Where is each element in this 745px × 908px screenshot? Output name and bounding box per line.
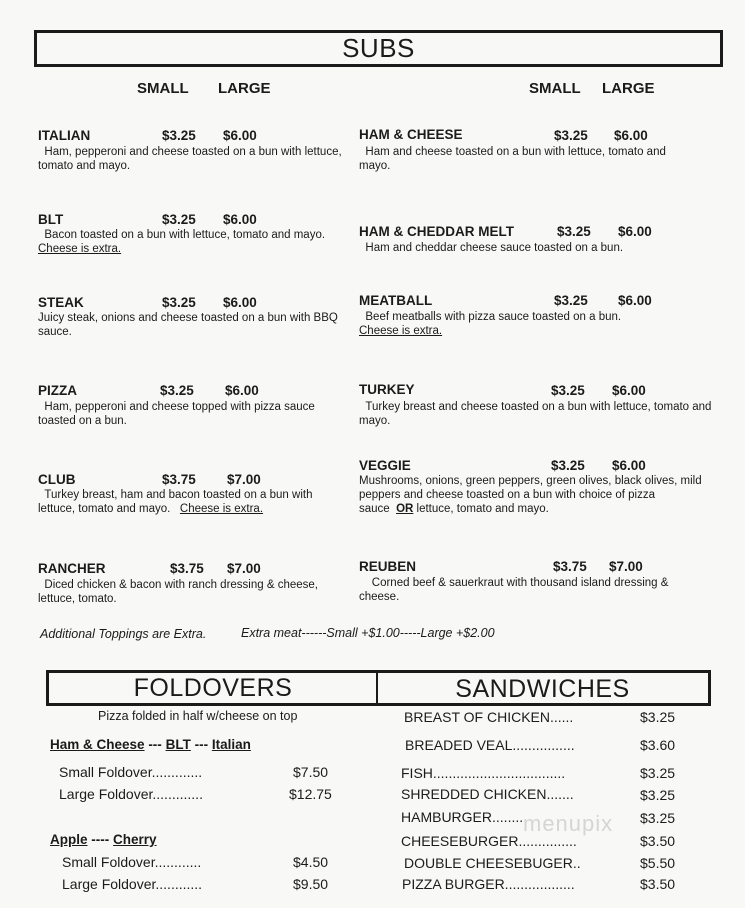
sub-name: CLUB xyxy=(38,472,76,487)
sub-small-price: $3.25 xyxy=(557,224,591,239)
sub-name: ITALIAN xyxy=(38,128,91,143)
sub-large-price: $7.00 xyxy=(609,559,643,574)
foldover-size-label: Large Foldover............. xyxy=(59,786,203,802)
sub-note: Cheese is extra. xyxy=(179,503,264,515)
sandwich-name: PIZZA BURGER.................. xyxy=(402,876,575,892)
foldover-price: $7.50 xyxy=(293,764,329,780)
foldover-price: $9.50 xyxy=(293,876,329,892)
sandwiches-title: SANDWICHES xyxy=(455,675,630,703)
menupix-watermark: menupix xyxy=(523,811,614,836)
sub-description xyxy=(38,488,338,516)
sub-large-price: $6.00 xyxy=(225,383,259,398)
foldover-size-label: Small Foldover............ xyxy=(62,854,202,870)
sub-small-price: $3.25 xyxy=(551,458,585,473)
sandwich-price: $3.25 xyxy=(640,765,676,781)
sub-large-price: $7.00 xyxy=(227,472,261,487)
sub-description-or: OR xyxy=(396,503,414,515)
sub-note: Cheese is extra. xyxy=(359,325,443,337)
sub-description-text: Turkey breast, ham and bacon toasted on a bun with lettuce, tomato and mayo. xyxy=(38,489,313,515)
sub-small-price: $3.25 xyxy=(162,128,196,143)
foldover-price: $4.50 xyxy=(293,854,329,870)
sub-small-price: $3.75 xyxy=(162,472,196,487)
foldover-size-label: Large Foldover............ xyxy=(62,876,203,892)
foldover-price: $12.75 xyxy=(289,786,332,802)
subs-title: SUBS xyxy=(342,33,415,63)
sub-note: Cheese is extra. xyxy=(38,243,122,255)
subs-header-box xyxy=(34,30,723,67)
sandwich-name: DOUBLE CHEESEBUGER.. xyxy=(404,855,581,871)
foldovers-subtitle: Pizza folded in half w/cheese on top xyxy=(98,709,298,723)
sub-large-price: $6.00 xyxy=(614,128,648,143)
sub-large-price: $7.00 xyxy=(227,561,261,576)
toppings-footnote: Additional Toppings are Extra. xyxy=(40,627,207,641)
sub-name: TURKEY xyxy=(359,382,415,397)
sandwich-price: $3.25 xyxy=(640,709,676,725)
sub-description-text: Bacon toasted on a bun with lettuce, tomato and mayo. xyxy=(44,229,326,241)
foldover-group-savory xyxy=(50,737,251,752)
sub-large-price: $6.00 xyxy=(618,224,652,239)
sub-description xyxy=(359,400,719,428)
sub-description-text: lettuce, tomato and mayo. xyxy=(416,503,549,515)
foldovers-header-box xyxy=(46,670,378,706)
left-large-label: LARGE xyxy=(218,80,271,97)
sub-large-price: $6.00 xyxy=(223,295,257,310)
sub-small-price: $3.25 xyxy=(554,128,588,143)
sandwich-price: $3.25 xyxy=(640,810,676,826)
sub-description-text: Beef meatballs with pizza sauce toasted on a bun. xyxy=(365,311,622,323)
sub-name: HAM & CHEESE xyxy=(359,127,463,142)
sandwich-price: $3.50 xyxy=(640,876,676,892)
sandwich-name: SHREDDED CHICKEN....... xyxy=(401,786,574,802)
sub-description-text: Mushrooms, onions, green peppers, green olives, black olives, mild peppers and cheese toasted on a bun with choice of pizza sauce xyxy=(359,475,702,515)
sub-description xyxy=(38,145,343,173)
sub-name: REUBEN xyxy=(359,559,417,574)
extra-meat-pricing: Extra meat------Small +$1.00-----Large +$2.00 xyxy=(241,626,495,640)
sub-description-text: Ham, pepperoni and cheese topped with pizza sauce toasted on a bun. xyxy=(38,401,315,427)
sub-small-price: $3.25 xyxy=(162,212,196,227)
sub-name: MEATBALL xyxy=(359,293,433,308)
sub-description-text: Corned beef & sauerkraut with thousand island dressing & cheese. xyxy=(359,577,669,603)
sub-description xyxy=(359,310,699,324)
sub-description xyxy=(38,578,343,606)
sub-large-price: $6.00 xyxy=(223,128,257,143)
sub-large-price: $6.00 xyxy=(618,293,652,308)
foldovers-title: FOLDOVERS xyxy=(133,674,293,702)
sandwich-price: $3.60 xyxy=(640,737,676,753)
sub-name: BLT xyxy=(38,212,64,227)
left-small-label: SMALL xyxy=(137,80,189,97)
sub-description-text: Ham, pepperoni and cheese toasted on a bun with lettuce, tomato and mayo. xyxy=(38,146,342,172)
sub-description-text: Ham and cheddar cheese sauce toasted on a bun. xyxy=(365,242,624,254)
group-item-cherry: Cherry xyxy=(113,832,157,847)
sub-description xyxy=(359,145,694,173)
sub-name: STEAK xyxy=(38,295,84,310)
sub-large-price: $6.00 xyxy=(612,383,646,398)
sandwich-name: HAMBURGER........ xyxy=(401,809,524,825)
sub-name: HAM & CHEDDAR MELT xyxy=(359,224,514,239)
sandwiches-header-box xyxy=(376,670,711,706)
sub-large-price: $6.00 xyxy=(612,458,646,473)
sub-small-price: $3.25 xyxy=(160,383,194,398)
group-item-apple: Apple xyxy=(50,832,88,847)
sub-small-price: $3.75 xyxy=(170,561,204,576)
foldover-size-label: Small Foldover............. xyxy=(59,764,203,780)
sandwich-price: $3.50 xyxy=(640,833,676,849)
group-separator: --- xyxy=(194,737,209,752)
sub-name: PIZZA xyxy=(38,383,77,398)
sub-description xyxy=(38,400,340,428)
sub-name: RANCHER xyxy=(38,561,106,576)
sandwich-name: BREADED VEAL................ xyxy=(405,737,575,753)
right-small-label: SMALL xyxy=(529,80,581,97)
group-item-blt: BLT xyxy=(165,737,191,752)
sub-description: Juicy steak, onions and cheese toasted on a bun with BBQ sauce. xyxy=(38,312,338,338)
sub-description xyxy=(359,576,699,604)
sandwich-name: BREAST OF CHICKEN...... xyxy=(404,709,574,725)
sub-small-price: $3.25 xyxy=(554,293,588,308)
sub-description xyxy=(38,228,348,242)
group-separator: --- xyxy=(148,737,162,752)
sub-large-price: $6.00 xyxy=(223,212,257,227)
sandwich-price: $3.25 xyxy=(640,787,676,803)
right-large-label: LARGE xyxy=(602,80,655,97)
sandwich-name: CHEESEBURGER............... xyxy=(401,833,577,849)
sub-description xyxy=(359,474,704,516)
group-separator: ---- xyxy=(91,832,110,847)
sandwich-price: $5.50 xyxy=(640,855,676,871)
sandwich-name: FISH.................................. xyxy=(401,765,566,781)
sub-description-text: Turkey breast and cheese toasted on a bun with lettuce, tomato and mayo. xyxy=(359,401,712,427)
sub-small-price: $3.75 xyxy=(553,559,587,574)
group-item-italian: Italian xyxy=(211,737,251,752)
sub-description xyxy=(359,241,699,255)
foldover-group-sweet xyxy=(50,832,157,847)
sub-name: VEGGIE xyxy=(359,458,411,473)
sub-description-text: Ham and cheese toasted on a bun with lettuce, tomato and mayo. xyxy=(359,146,666,172)
sub-small-price: $3.25 xyxy=(551,383,585,398)
sub-description-text: Diced chicken & bacon with ranch dressing & cheese, lettuce, tomato. xyxy=(38,579,318,605)
group-item-ham-cheese: Ham & Cheese xyxy=(50,737,145,752)
sub-small-price: $3.25 xyxy=(162,295,196,310)
